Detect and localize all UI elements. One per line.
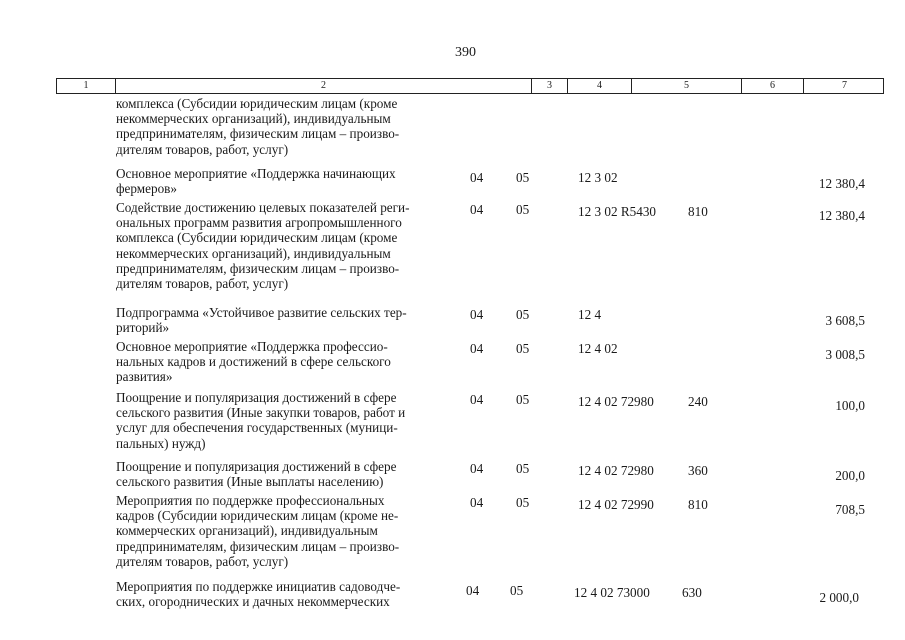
header-col-1: 1 (83, 80, 89, 91)
row-amount: 708,5 (835, 502, 865, 517)
row-name: Мероприятия по поддержке инициатив садоводче- ских, огороднических и дачных некоммерческих (116, 579, 401, 610)
row-amount: 3 008,5 (825, 347, 865, 362)
row-section: 04 (470, 392, 484, 407)
header-col-3: 3 (531, 79, 567, 93)
row-amount: 12 380,4 (818, 176, 865, 191)
row-section: 04 (470, 170, 484, 185)
row-amount: 2 000,0 (819, 590, 859, 605)
header-col-6: 6 (741, 79, 803, 93)
row-name: Основное мероприятие «Поддержка профессио- нальных кадров и достижений в сфере сельского развития» (116, 339, 391, 385)
row-section: 04 (466, 583, 480, 598)
row-subsection: 05 (516, 202, 530, 217)
row-expense-type: 810 (688, 497, 708, 512)
row-name: Мероприятия по поддержке профессиональных кадров (Субсидии юридическим лицам (кроме не- коммерческих организаций), индивидуальным предпринимателям, физическим лицам – произво- дителям товаров, работ, услуг) (116, 493, 400, 569)
row-target-code: 12 3 02 R5430 (578, 204, 657, 219)
row-target-code: 12 4 02 73000 (574, 585, 650, 600)
row-name: Основное мероприятие «Поддержка начинающих фермеров» (116, 166, 396, 197)
row-subsection: 05 (516, 341, 530, 356)
row-expense-type: 810 (688, 204, 708, 219)
row-subsection: 05 (516, 392, 530, 407)
table-header (56, 78, 884, 94)
header-col-4: 4 (567, 79, 631, 93)
row-name: комплекса (Субсидии юридическим лицам (кроме некоммерческих организаций), индивидуальным предпринимателям, физическим лицам – произво- дителям товаров, работ, услуг) (116, 96, 400, 157)
row-target-code: 12 3 02 (578, 170, 618, 185)
row-subsection: 05 (516, 307, 530, 322)
row-target-code: 12 4 02 72980 (578, 394, 654, 409)
row-name: Поощрение и популяризация достижений в сфере сельского развития (Иные закупки товаров, работ и услуг для обеспечения государственных (муници- пальных) нужд) (116, 390, 406, 451)
row-section: 04 (470, 461, 484, 476)
row-name: Поощрение и популяризация достижений в сфере сельского развития (Иные выплаты населению) (116, 459, 397, 490)
header-col-7: 7 (803, 79, 885, 93)
row-subsection: 05 (516, 495, 530, 510)
row-section: 04 (470, 202, 484, 217)
row-target-code: 12 4 02 (578, 341, 618, 356)
row-name: Содействие достижению целевых показателей реги- ональных программ развития агропромышленного комплекса (Субсидии юридическим лицам (кроме некоммерческих организаций), индивидуальным предпринимателям, физическим лицам – произво- дителям товаров, работ, услуг) (116, 200, 410, 292)
row-expense-type: 630 (682, 585, 702, 600)
row-name: Подпрограмма «Устойчивое развитие сельских тер- риторий» (116, 305, 407, 336)
row-target-code: 12 4 02 72980 (578, 463, 654, 478)
header-col-2: 2 (115, 79, 531, 93)
row-subsection: 05 (516, 461, 530, 476)
row-section: 04 (470, 307, 484, 322)
row-section: 04 (470, 341, 484, 356)
page-number: 390 (455, 45, 476, 60)
row-target-code: 12 4 (578, 307, 602, 322)
row-amount: 3 608,5 (825, 313, 865, 328)
row-expense-type: 360 (688, 463, 708, 478)
row-subsection: 05 (516, 170, 530, 185)
row-section: 04 (470, 495, 484, 510)
header-col-5: 5 (631, 79, 741, 93)
row-amount: 200,0 (835, 468, 865, 483)
row-target-code: 12 4 02 72990 (578, 497, 654, 512)
row-amount: 100,0 (835, 398, 865, 413)
row-expense-type: 240 (688, 394, 708, 409)
row-subsection: 05 (510, 583, 524, 598)
row-amount: 12 380,4 (818, 208, 865, 223)
